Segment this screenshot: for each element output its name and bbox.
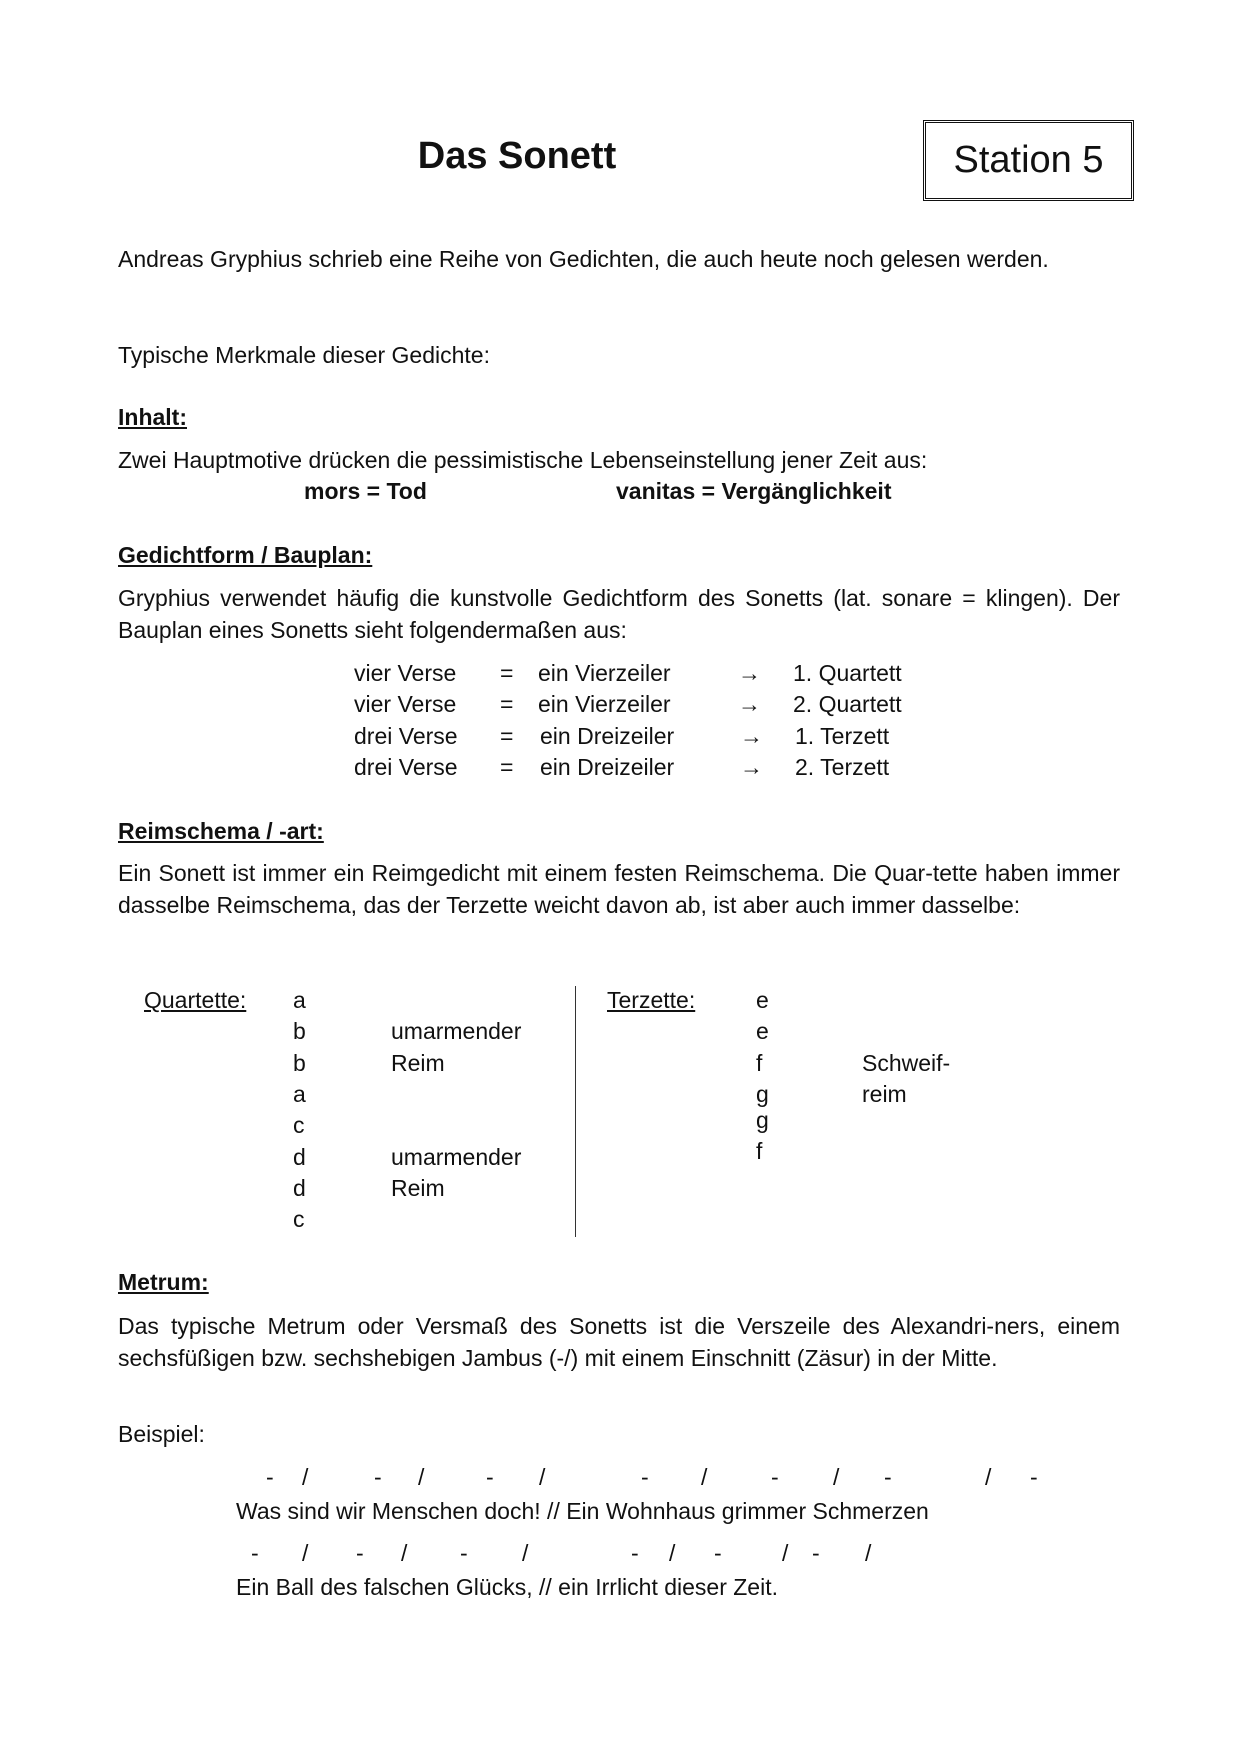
meter-mark: - bbox=[631, 1540, 639, 1566]
terzette-label: Terzette: bbox=[607, 987, 696, 1013]
example-verse-1: Was sind wir Menschen doch! // Ein Wohnhaus grimmer Schmerzen bbox=[236, 1498, 929, 1524]
rhyme-letter: a bbox=[293, 987, 306, 1013]
rhyme-letter: b bbox=[293, 1050, 306, 1076]
features-intro: Typische Merkmale dieser Gedichte: bbox=[118, 342, 490, 368]
meter-mark: - bbox=[641, 1464, 649, 1490]
equals-cell: = bbox=[500, 691, 514, 717]
verses-cell: vier Verse bbox=[354, 691, 457, 717]
rhyme-note: reim bbox=[862, 1081, 907, 1107]
unit-cell: ein Dreizeiler bbox=[540, 723, 675, 749]
arrow-icon: → bbox=[740, 723, 763, 749]
meter-mark: - bbox=[714, 1540, 722, 1566]
meter-mark: / bbox=[701, 1464, 708, 1490]
result-cell: 1. Quartett bbox=[793, 660, 902, 686]
rhyme-letter: f bbox=[756, 1138, 763, 1164]
motif-mors: mors = Tod bbox=[304, 478, 427, 504]
rhyme-letter: f bbox=[756, 1050, 763, 1076]
meter-mark: - bbox=[884, 1464, 892, 1490]
equals-cell: = bbox=[500, 754, 514, 780]
equals-cell: = bbox=[500, 660, 514, 686]
equals-cell: = bbox=[500, 723, 514, 749]
meter-mark: / bbox=[302, 1540, 309, 1566]
bauplan-heading: Gedichtform / Bauplan: bbox=[118, 542, 373, 568]
result-cell: 2. Terzett bbox=[795, 754, 890, 780]
rhyme-letter: e bbox=[756, 1018, 769, 1044]
meter-mark: / bbox=[865, 1540, 872, 1566]
reim-text: Ein Sonett ist immer ein Reimgedicht mit einem festen Reimschema. Die Quar-tette haben immer dasselbe Reimschema, das der Terzette weicht davon ab, ist aber auch immer dasselbe: bbox=[118, 860, 1120, 918]
meter-mark: / bbox=[401, 1540, 408, 1566]
arrow-icon: → bbox=[740, 754, 763, 780]
rhyme-letter: g bbox=[756, 1107, 769, 1133]
meter-mark: / bbox=[539, 1464, 546, 1490]
column-divider bbox=[575, 986, 576, 1237]
reim-heading: Reimschema / -art: bbox=[118, 818, 324, 844]
meter-mark: / bbox=[669, 1540, 676, 1566]
rhyme-note: umarmender bbox=[391, 1018, 522, 1044]
meter-mark: - bbox=[486, 1464, 494, 1490]
rhyme-letter: e bbox=[756, 987, 769, 1013]
rhyme-letter: b bbox=[293, 1018, 306, 1044]
example-label: Beispiel: bbox=[118, 1421, 205, 1447]
intro-paragraph: Andreas Gryphius schrieb eine Reihe von Gedichten, die auch heute noch gelesen werden. bbox=[118, 246, 1049, 272]
meter-mark: / bbox=[985, 1464, 992, 1490]
meter-mark: - bbox=[771, 1464, 779, 1490]
motif-vanitas: vanitas = Vergänglichkeit bbox=[616, 478, 892, 504]
meter-mark: / bbox=[833, 1464, 840, 1490]
rhyme-note: Reim bbox=[391, 1050, 445, 1076]
verses-cell: vier Verse bbox=[354, 660, 457, 686]
station-badge: Station 5 bbox=[923, 120, 1134, 201]
inhalt-text: Zwei Hauptmotive drücken die pessimistische Lebenseinstellung jener Zeit aus: bbox=[118, 447, 928, 473]
result-cell: 2. Quartett bbox=[793, 691, 902, 717]
rhyme-letter: c bbox=[293, 1206, 305, 1232]
rhyme-note: umarmender bbox=[391, 1144, 522, 1170]
rhyme-letter: a bbox=[293, 1081, 306, 1107]
rhyme-note: Reim bbox=[391, 1175, 445, 1201]
arrow-icon: → bbox=[738, 660, 761, 686]
meter-mark: - bbox=[460, 1540, 468, 1566]
meter-mark: - bbox=[251, 1540, 259, 1566]
meter-mark: - bbox=[1030, 1464, 1038, 1490]
unit-cell: ein Vierzeiler bbox=[538, 660, 671, 686]
meter-mark: / bbox=[302, 1464, 309, 1490]
rhyme-letter: c bbox=[293, 1112, 305, 1138]
metrum-heading: Metrum: bbox=[118, 1269, 209, 1295]
inhalt-heading: Inhalt: bbox=[118, 404, 187, 430]
verses-cell: drei Verse bbox=[354, 723, 458, 749]
arrow-icon: → bbox=[738, 691, 761, 717]
rhyme-note: Schweif- bbox=[862, 1050, 951, 1076]
meter-mark: - bbox=[266, 1464, 274, 1490]
example-verse-2: Ein Ball des falschen Glücks, // ein Irrlicht dieser Zeit. bbox=[236, 1574, 778, 1600]
verses-cell: drei Verse bbox=[354, 754, 458, 780]
meter-mark: - bbox=[356, 1540, 364, 1566]
meter-mark: - bbox=[374, 1464, 382, 1490]
meter-mark: / bbox=[522, 1540, 529, 1566]
meter-mark: / bbox=[418, 1464, 425, 1490]
rhyme-letter: d bbox=[293, 1144, 306, 1170]
unit-cell: ein Vierzeiler bbox=[538, 691, 671, 717]
meter-mark: - bbox=[812, 1540, 820, 1566]
rhyme-letter: g bbox=[756, 1081, 769, 1107]
meter-mark: / bbox=[782, 1540, 789, 1566]
bauplan-text: Gryphius verwendet häufig die kunstvolle Gedichtform des Sonetts (lat. sonare = klingen). Der Bauplan eines Sonetts sieht folgendermaßen aus: bbox=[118, 585, 1120, 643]
metrum-text: Das typische Metrum oder Versmaß des Sonetts ist die Verszeile des Alexandri-ners, einem sechsfüßigen bzw. sechshebigen Jambus (-/) mit einem Einschnitt (Zäsur) in der Mitte. bbox=[118, 1313, 1120, 1371]
result-cell: 1. Terzett bbox=[795, 723, 890, 749]
unit-cell: ein Dreizeiler bbox=[540, 754, 675, 780]
rhyme-letter: d bbox=[293, 1175, 306, 1201]
quartette-label: Quartette: bbox=[144, 987, 247, 1013]
page-title: Das Sonett bbox=[417, 135, 617, 177]
